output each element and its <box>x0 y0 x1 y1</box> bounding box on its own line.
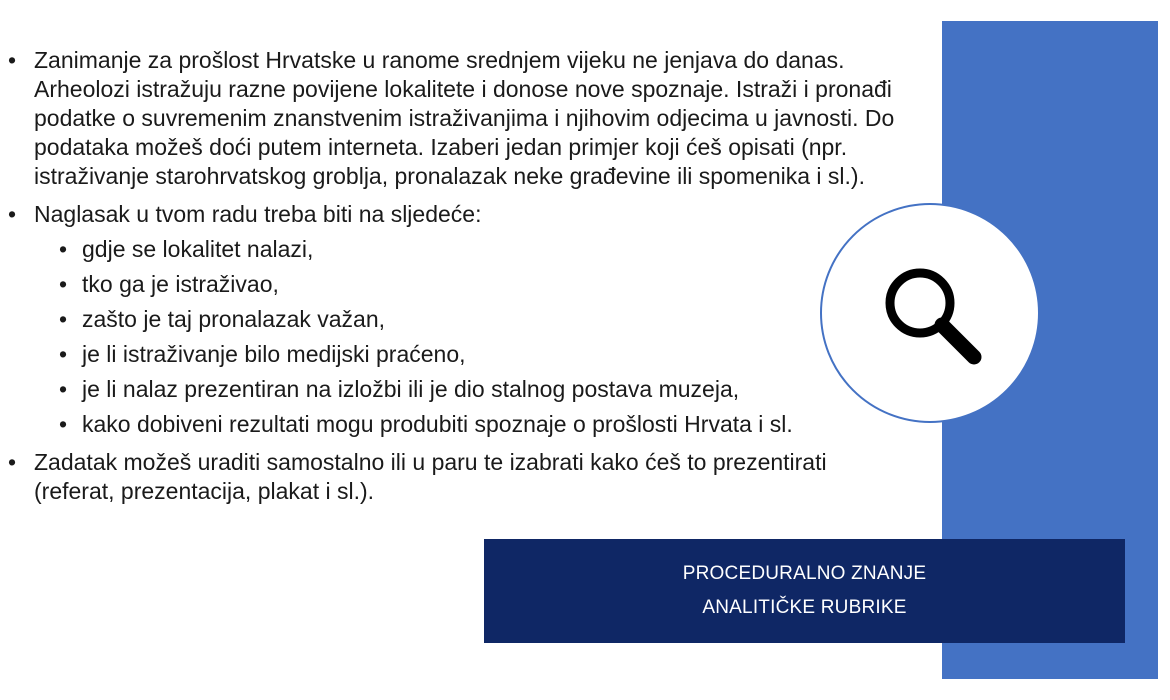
bullet-item-intro: • Zanimanje za prošlost Hrvatske u ranome srednjem vijeku ne jenjava do danas. Arheolozi istražuju razne povijene lokalitete i donose nove spoznaje. Istraži i pronađi podatke o suvremenim znanstvenim istraživanjima i njihovim odjecima u javnosti. Do podataka možeš doći putem interneta. Izaberi jedan primjer koji ćeš opisati (npr. istraživanje starohrvatskog groblja, pronalazak neke građevine ili spomenika i sl.). <box>8 46 908 191</box>
sub-bullet-item: • gdje se lokalitet nalazi, <box>82 235 908 264</box>
sub-bullet-list <box>34 235 908 439</box>
bullet-focus-label: Naglasak u tvom radu treba biti na sljedeće: <box>34 201 482 227</box>
bullet-item-focus <box>8 200 908 439</box>
task-text <box>8 46 908 515</box>
sub-bullet-item: • tko ga je istraživao, <box>82 270 908 299</box>
topic-label-line2: ANALITIČKE RUBRIKE <box>702 597 907 618</box>
topic-label-line1: PROCEDURALNO ZNANJE <box>682 563 927 584</box>
sub-bullet-item: • je li istraživanje bilo medijski praćeno, <box>82 340 908 369</box>
icon-circle <box>820 203 1040 423</box>
sub-bullet-item: • kako dobiveni rezultati mogu produbiti spoznaje o prošlosti Hrvata i sl. <box>82 410 908 439</box>
bullet-list <box>8 46 908 506</box>
sub-bullet-item: • je li nalaz prezentiran na izložbi ili je dio stalnog postava muzeja, <box>82 375 908 404</box>
bullet-item-task: • Zadatak možeš uraditi samostalno ili u paru te izabrati kako ćeš to prezentirati (referat, prezentacija, plakat i sl.). <box>8 448 908 506</box>
magnifier-icon <box>878 261 986 369</box>
sub-bullet-item: • zašto je taj pronalazak važan, <box>82 305 908 334</box>
topic-label-box <box>484 539 1125 643</box>
